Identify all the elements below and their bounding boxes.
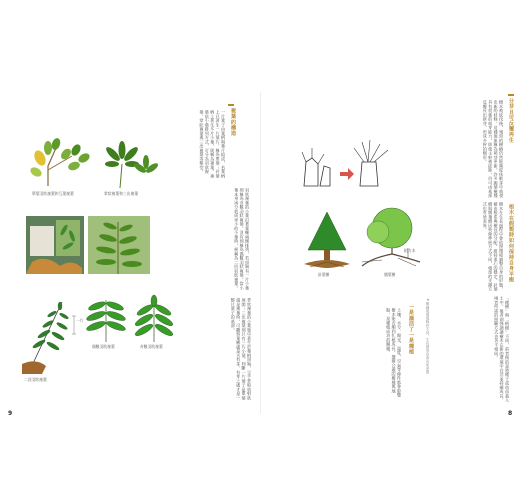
left-page [8,92,256,417]
caption-bipinnate: 二回羽狀複葉 [24,377,47,382]
right-page [266,92,514,417]
illustration-odd-pinnate [134,296,174,342]
heading-marker-1 [508,94,514,96]
illustration-broadleaf-tree [358,204,424,270]
caption-palmate: 掌狀複葉和三出複葉 [104,191,139,196]
heading-marker [228,104,234,106]
heading-sprout: 分芽且可反覆再生 [508,98,514,143]
illustration-stump-sprout [296,138,396,188]
heading-planting: 一是濕活了一是種植 [408,304,414,355]
caption-even-pinnate: 偶數羽狀複葉 [92,344,115,349]
caption-broadleaf-tree: 闊葉樹 [384,272,396,277]
page-fold [260,92,261,414]
body-text-right-1: 樹木被砍伐後，殘留的樹樁仍然能夠從休眠芽中萌發出新的枝條，這種現象稱為萌芽更新。許多闊葉樹種具有很強的萌芽能力，即使主幹被砍除，仍可由基部反覆長出新芽，形成多幹的樹形。 [482,100,504,198]
caption-leaf-label: 一片 [76,318,84,323]
illustration-pinnate-photo [26,136,96,188]
caption-root-label: 根力木 [404,248,416,253]
page-number-right: 8 [508,410,513,417]
caption-odd-pinnate: 奇數羽狀複葉 [140,344,163,349]
body-text-left-1: 一片葉子由葉柄與葉片組成，若葉柄上只著生一片葉片，稱為單葉；若葉柄上著生多片小葉，則稱為複葉。複葉依小葉排列方式，可分為羽狀複葉、掌狀複葉與三出複葉等類型。 [199,110,226,178]
illustration-even-pinnate [86,296,126,342]
body-text-left-3: 掌狀複葉的小葉集中著生於葉柄頂端，呈手掌般放射狀展開；三出複葉則只有三片小葉。判斷一片葉子是單葉還是複葉時，可觀察葉腋處是否有芽，有芽之處才是一整片葉子的基部。 [230,298,252,400]
caption-pinnate-odd: 單葉羽狀複葉和互葉複葉 [32,191,74,196]
caption-needle-tree: 針葉樹 [318,272,330,277]
body-text-right-3: 「種樹」與「植樹」不同，前者指的是將種子或幼苗栽入土中，後者則強調讓樹木在新的環境中存活並持續成長，兩者所需的照顧方式也各不相同。 [494,296,510,403]
illustration-fern-photo-a [26,216,84,274]
body-text-right-4: 土壤、水分、陽光、溫度、空氣等條件都會影響樹木能否順利扎根成長，選擇合適的樹種與地點，是種植成功的關鍵。 [386,308,402,398]
book-spread [8,92,514,417]
heading-compound-leaf: 複葉的構造 [230,108,236,136]
illustration-fern-photo-b [88,216,150,274]
illustration-palmate-photo [100,138,156,188]
illustration-needle-tree [300,210,354,268]
page-number-left: 9 [8,410,13,417]
note-text: ※樹種與環境條件不同，生長情形也會有所差異 [426,298,430,374]
body-text-left-2: 羽狀複葉的小葉沿著葉軸兩側排列，若頂端有一片小葉則稱為奇數羽狀複葉，沒有則稱為偶數羽狀複葉。當小葉本身再分裂成更小的小葉時，便稱為二回羽狀複葉。 [234,188,250,290]
heading-balance: 根木在假製時如何保持自身平衡 [508,204,514,283]
body-text-right-2: 樹木在生長過程中會依照環境調整自身的形態，藉由根系與樹冠的分配，維持重心的穩定。針葉樹與闊葉樹因枝條伸展方式不同，根部的支撐方式也有所差異。 [482,202,504,292]
illustration-bipinnate [22,294,80,374]
